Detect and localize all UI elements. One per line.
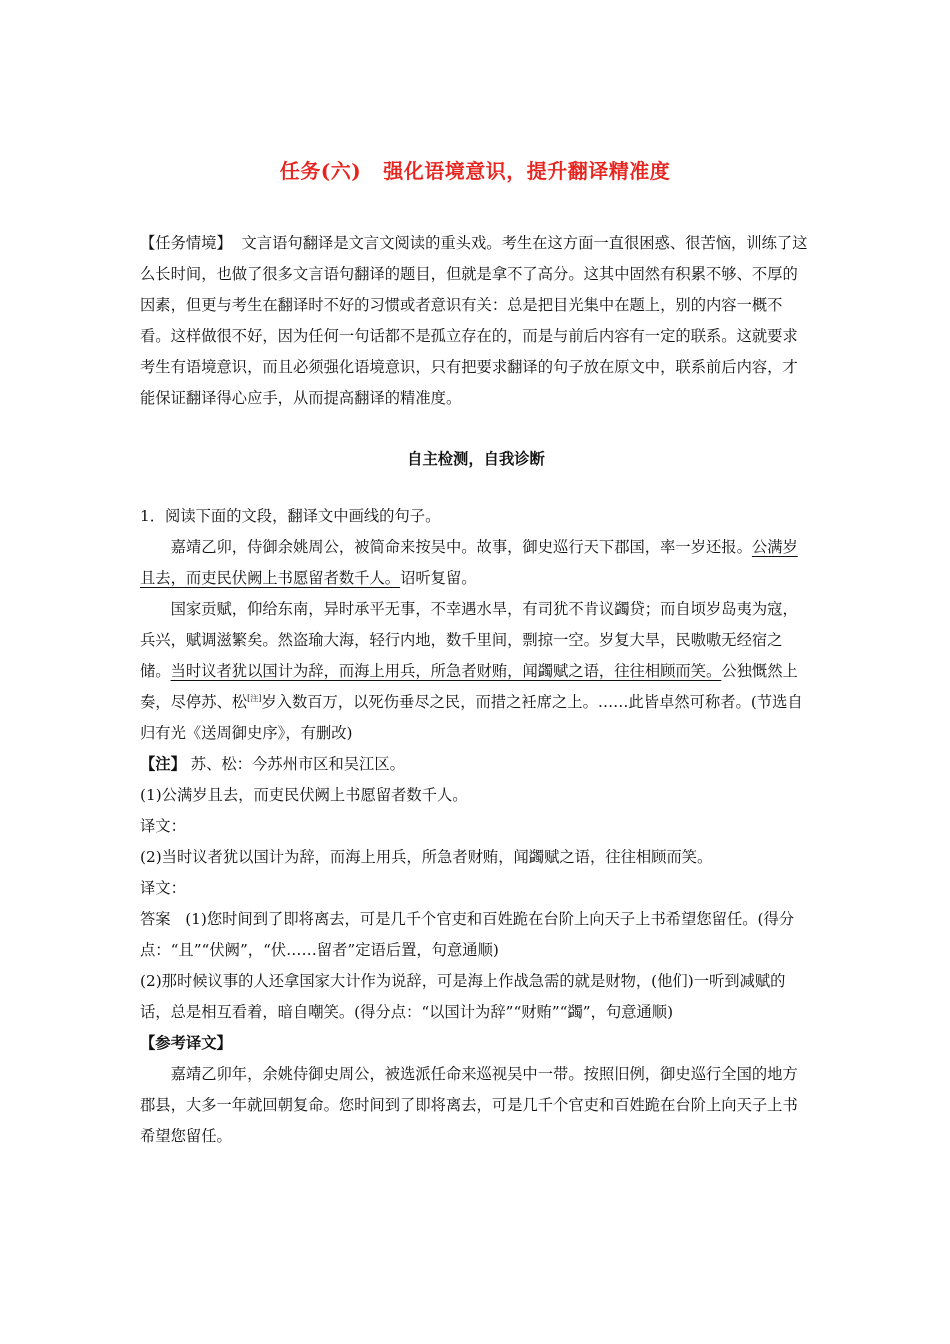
sub-question-2: (2)当时议者犹以国计为辞，而海上用兵，所急者财贿，闻蠲赋之语，往往相顾而笑。	[140, 848, 713, 866]
passage-paragraph-1: 嘉靖乙卯，侍御余姚周公，被简命来按吴中。故事，御史巡行天下郡国，率一岁还报。公满岁且去，而吏民伏阙上书愿留者数千人。诏听复留。	[140, 538, 798, 587]
page-title	[0, 155, 950, 184]
title-task-number: 任务(六)	[279, 159, 362, 183]
context-block	[140, 228, 812, 414]
answer-2: (2)那时候议事的人还拿国家大计作为说辞，可是海上作战急需的就是财物，(他们)一听到减赋的话，总是相互看着，暗自嘲笑。(得分点：“以国计为辞”“财贿”“蠲”，句意通顺)	[140, 972, 786, 1021]
section-heading: 自主检测，自我诊断	[407, 450, 545, 468]
context-label: 【任务情境】	[140, 234, 232, 252]
note-label: 【注】	[140, 755, 186, 773]
translation-blank-1: 译文：	[140, 817, 186, 835]
context-paragraph	[140, 228, 812, 414]
note	[140, 749, 812, 780]
question-prompt: 1．阅读下面的文段，翻译文中画线的句子。	[140, 507, 441, 525]
note-text: 苏、松：今苏州市区和吴江区。	[190, 755, 405, 773]
passage-paragraph-2: 国家贡赋，仰给东南，异时承平无事，不幸遇水旱，有司犹不肯议蠲贷；而自顷岁岛夷为寇，兵兴，赋调滋繁矣。然盗瑜大海，轻行内地，数千里间，剽掠一空。岁复大旱，民嗷嗷无经宿之储。当时议者犹以国计为辞，而海上用兵，所急者财贿，闻蠲赋之语，往往相顾而笑。公独慨然上奏，尽停苏、松[注]岁入数百万，以死伤垂尽之民，而措之衽席之上。……此皆卓然可称者。(节选自归有光《送周御史序》，有删改)	[140, 600, 803, 742]
note-marker: [注]	[247, 694, 262, 703]
sub-question-1: (1)公满岁且去，而吏民伏阙上书愿留者数千人。	[140, 786, 468, 804]
reference-label: 【参考译文】	[140, 1034, 232, 1052]
underlined-sentence-2: 当时议者犹以国计为辞，而海上用兵，所急者财贿，闻蠲赋之语，往往相顾而笑。	[170, 662, 722, 680]
translation-blank-2: 译文：	[140, 879, 186, 897]
answer-label: 答案	[140, 910, 171, 928]
reference-translation: 嘉靖乙卯年，余姚侍御史周公，被选派任命来巡视吴中一带。按照旧例，御史巡行全国的地方郡县，大多一年就回朝复命。您时间到了即将离去，可是几千个官吏和百姓跪在台阶上向天子上书希望您留任。	[140, 1065, 798, 1145]
underlined-sentence-1: 公满岁且去，而吏民伏阙上书愿留者数千人。	[140, 538, 798, 587]
title-task-name: 强化语境意识，提升翻译精准度	[383, 159, 671, 183]
answer-1: 答案 (1)您时间到了即将离去，可是几千个官吏和百姓跪在台阶上向天子上书希望您留任。(得分点：“且”“伏阙”，“伏……留者”定语后置，句意通顺)	[140, 910, 795, 959]
context-text: 文言语句翻译是文言文阅读的重头戏。考生在这方面一直很困惑、很苦恼，训练了这么长时间，也做了很多文言语句翻译的题目，但就是拿不了高分。这其中固然有积累不够、不厚的因素，但更与考生在翻译时不好的习惯或者意识有关：总是把目光集中在题上，别的内容一概不看。这样做很不好，因为任何一句话都不是孤立存在的，而是与前后内容有一定的联系。这就要求考生有语境意识，而且必须强化语境意识，只有把要求翻译的句子放在原文中，联系前后内容，才能保证翻译得心应手，从而提高翻译的精准度。	[140, 234, 808, 407]
question-block	[140, 501, 812, 1152]
